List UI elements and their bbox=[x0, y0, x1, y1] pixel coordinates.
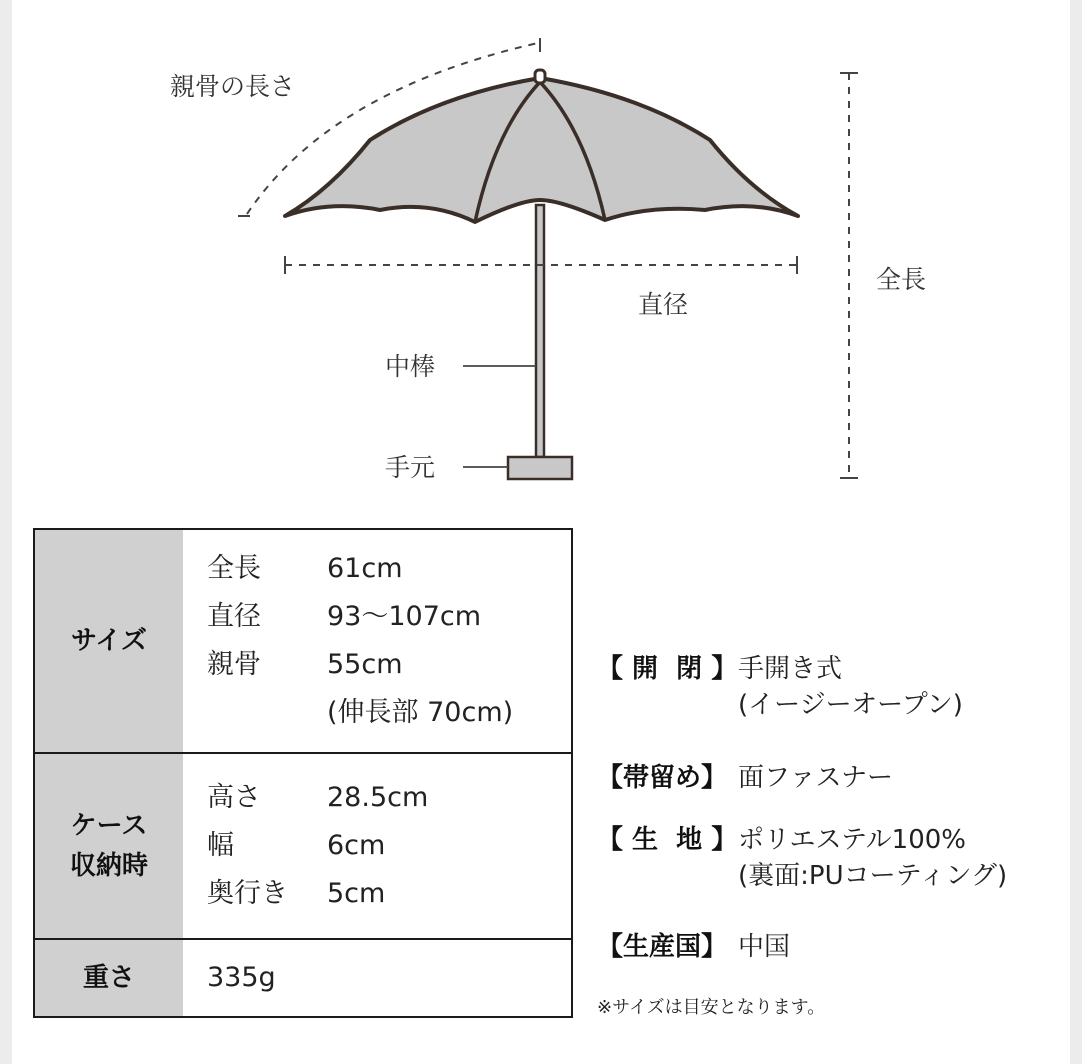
spec-table bbox=[33, 528, 573, 1018]
spec-label: 高さ bbox=[207, 782, 261, 813]
spec-value: 55cm bbox=[327, 649, 403, 680]
info-value: 面ファスナー bbox=[738, 763, 893, 793]
spec-line-weight bbox=[207, 954, 571, 1002]
spec-value: (伸長部 70cm) bbox=[327, 697, 514, 728]
umbrella-canopy bbox=[285, 78, 798, 222]
spec-value: 93〜107cm bbox=[327, 601, 482, 632]
spec-label: 幅 bbox=[207, 830, 234, 861]
size-header: サイズ bbox=[35, 530, 183, 752]
total-length-label: 全長 bbox=[876, 265, 927, 294]
spec-label: 直径 bbox=[207, 601, 261, 632]
case-values bbox=[183, 754, 571, 938]
spec-line-rib-extended bbox=[207, 689, 571, 737]
info-key: 【 生 地 】 bbox=[597, 825, 738, 855]
case-row bbox=[35, 752, 571, 938]
info-value: ポリエステル100% (裏面:PUコーティング) bbox=[738, 825, 1008, 891]
umbrella-tip bbox=[535, 70, 545, 83]
size-row bbox=[35, 530, 571, 752]
size-values bbox=[183, 530, 571, 752]
shaft-label: 中棒 bbox=[385, 352, 436, 381]
case-header-line2: 収納時 bbox=[69, 851, 148, 881]
spec-value: 6cm bbox=[327, 830, 386, 861]
spec-label: 奥行き bbox=[207, 878, 288, 909]
info-opening bbox=[597, 651, 963, 723]
spec-label: 全長 bbox=[207, 553, 261, 584]
weight-header: 重さ bbox=[35, 940, 183, 1016]
spec-line-height bbox=[207, 774, 571, 822]
info-origin bbox=[597, 929, 790, 965]
spec-value: 61cm bbox=[327, 553, 403, 584]
spec-value: 28.5cm bbox=[327, 782, 429, 813]
weight-values bbox=[183, 940, 571, 1016]
spec-value: 335g bbox=[207, 962, 276, 993]
spec-line-width bbox=[207, 822, 571, 870]
case-header bbox=[35, 754, 183, 938]
info-key: 【帯留め】 bbox=[597, 763, 728, 793]
spec-line-depth bbox=[207, 870, 571, 918]
umbrella-diagram bbox=[0, 0, 1082, 520]
umbrella-shaft bbox=[536, 205, 544, 457]
rib-length-label: 親骨の長さ bbox=[170, 72, 296, 101]
weight-row bbox=[35, 938, 571, 1016]
spec-label: 親骨 bbox=[207, 649, 261, 680]
info-value: 手開き式 (イージーオープン) bbox=[738, 654, 963, 720]
spec-value: 5cm bbox=[327, 878, 386, 909]
info-fabric bbox=[597, 822, 1007, 894]
info-value: 中国 bbox=[738, 932, 791, 962]
diameter-label: 直径 bbox=[638, 290, 689, 319]
case-header-line1: ケース bbox=[70, 811, 148, 841]
size-note: ※サイズは目安となります。 bbox=[597, 997, 826, 1018]
info-key: 【生産国】 bbox=[597, 932, 728, 962]
spec-line-total-length bbox=[207, 545, 571, 593]
handle-label: 手元 bbox=[385, 453, 436, 482]
info-key: 【 開 閉 】 bbox=[597, 654, 738, 684]
info-fastener bbox=[597, 760, 893, 796]
umbrella-handle bbox=[508, 457, 572, 479]
spec-line-diameter bbox=[207, 593, 571, 641]
spec-line-rib bbox=[207, 641, 571, 689]
